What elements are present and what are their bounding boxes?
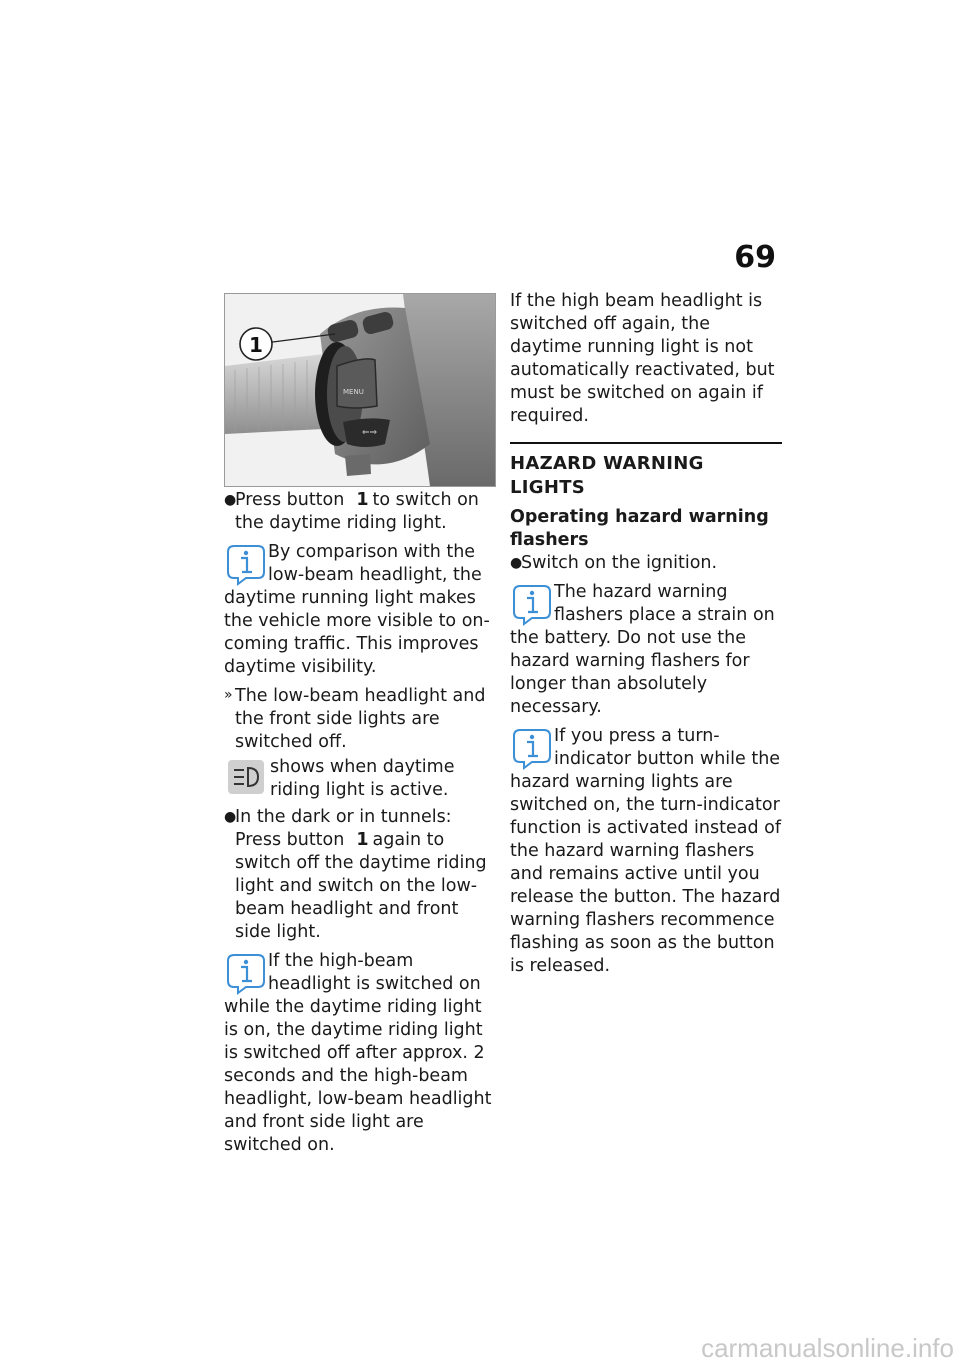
bullet-ignition bbox=[510, 552, 782, 575]
bullet-text-end: again to switch off the daytime riding light and switch on the low-beam headlight and front side light. bbox=[235, 830, 487, 942]
bullet-dark-tunnels bbox=[224, 806, 496, 944]
bullet-press-button bbox=[224, 489, 496, 535]
bullet-dot: ● bbox=[224, 492, 237, 508]
result-text: The low-beam headlight and the front side lights are switched off. bbox=[235, 686, 486, 752]
button-reference: 1 bbox=[356, 490, 369, 510]
button-reference: 1 bbox=[356, 830, 369, 850]
bullet-text-cont: Press button bbox=[235, 830, 345, 850]
info-icon bbox=[224, 951, 268, 995]
result-line bbox=[224, 685, 496, 754]
bullet-text: Press button bbox=[235, 490, 345, 510]
intro-paragraph: If the high beam headlight is switched off again, the daytime running light is not automatically reactivated, but must be switched on again if required. bbox=[510, 291, 775, 426]
indicator-note bbox=[224, 756, 496, 802]
section-divider bbox=[510, 442, 782, 444]
info-icon bbox=[224, 542, 268, 586]
bullet-dot: ● bbox=[224, 809, 237, 825]
info-icon bbox=[510, 582, 554, 626]
result-arrow-icon: » bbox=[224, 687, 233, 703]
page-number: 69 bbox=[734, 240, 776, 275]
indicator-text: shows when daytime riding light is active. bbox=[270, 757, 455, 800]
info-note bbox=[510, 725, 782, 978]
bullet-text-cont: to switch on the daytime riding light. bbox=[235, 490, 479, 533]
left-column bbox=[224, 290, 496, 1157]
subsection-heading: Operating hazard warning flashers bbox=[510, 507, 769, 550]
watermark: carmanualsonline.info bbox=[701, 1333, 954, 1363]
right-column bbox=[510, 290, 782, 978]
info-text: If the high-beam headlight is switched on while the daytime riding light is on, the daytime riding light is switched off after approx. 2 seconds and the high-beam headlight, low-beam headlight and front side light are switched on. bbox=[224, 951, 492, 1155]
info-text: By comparison with the low-beam headlight, the daytime running light makes the vehicle more visible to on-coming traffic. This improves daytime visibility. bbox=[224, 542, 490, 677]
info-text: If you press a turn-indicator button while the hazard warning lights are switched on, the turn-indicator function is activated instead of the hazard warning flashers and remains active until you release the button. The hazard warning flashers recommence flashing as soon as the button is released. bbox=[510, 726, 782, 976]
menu-label: MENU bbox=[343, 388, 364, 396]
bullet-text: In the dark or in tunnels: bbox=[235, 807, 452, 827]
info-note bbox=[224, 950, 496, 1157]
info-note bbox=[510, 581, 782, 719]
daytime-riding-light-indicator-icon bbox=[228, 760, 264, 794]
bullet-dot: ● bbox=[510, 555, 523, 571]
section-heading: HAZARD WARNING LIGHTS bbox=[510, 453, 704, 498]
callout-number: 1 bbox=[249, 333, 263, 357]
bullet-text: Switch on the ignition. bbox=[521, 553, 718, 573]
svg-text:⇐⇒: ⇐⇒ bbox=[362, 428, 378, 438]
info-note bbox=[224, 541, 496, 679]
info-icon bbox=[510, 726, 554, 770]
info-text: The hazard warning flashers place a strain on the battery. Do not use the hazard warning flashers for longer than absolutely necessary. bbox=[510, 582, 775, 717]
